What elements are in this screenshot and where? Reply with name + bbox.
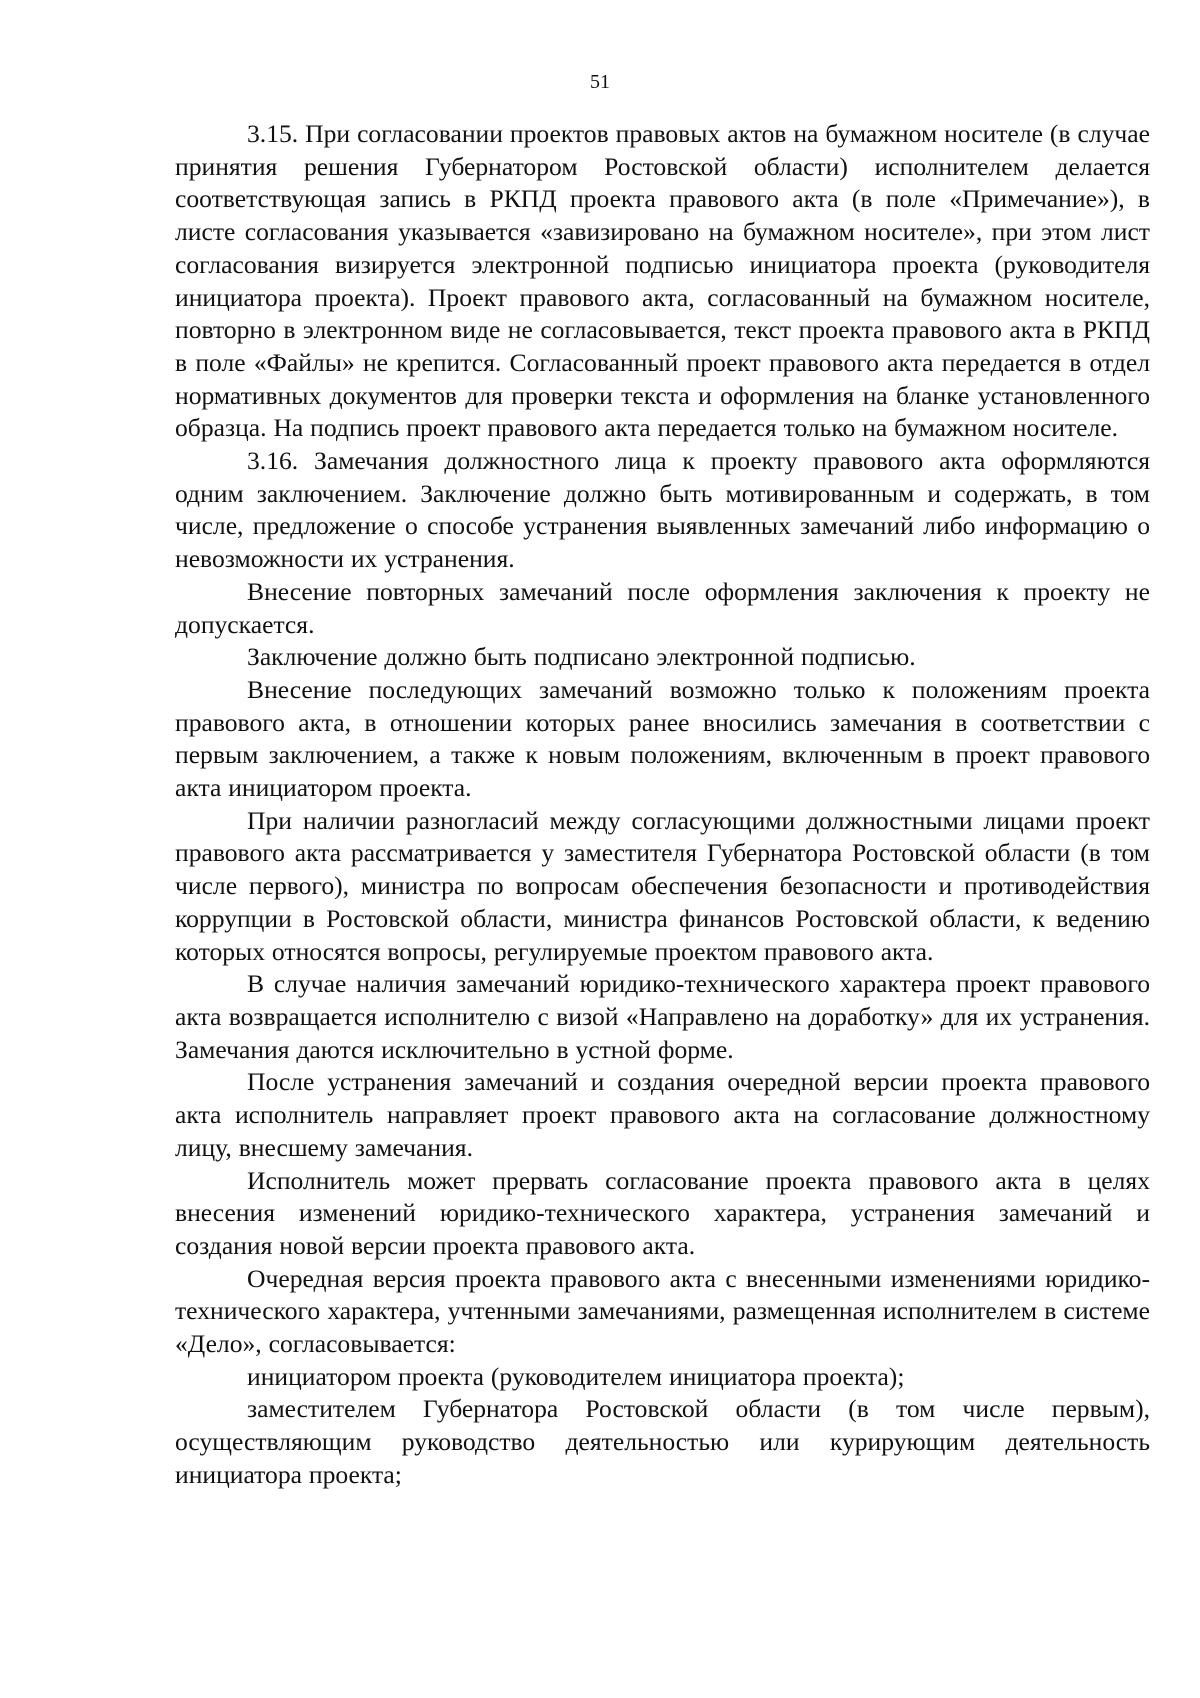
paragraph-next-version: Очередная версия проекта правового акта с внесенными изменениями юридико-технического характера, учтенными замечаниями, размещенная исполнителем в системе «Дело», согласовывается: xyxy=(175,1263,1150,1359)
paragraph-repeat-remarks: Внесение повторных замечаний после оформления заключения к проекту не допускается. xyxy=(175,576,1150,639)
paragraph-interrupt-approval: Исполнитель может прервать согласование проекта правового акта в целях внесения изменений юридико-технического характера, устранения замечаний и создания новой версии проекта правового акта. xyxy=(175,1165,1150,1260)
paragraph-3-16: 3.16. Замечания должностного лица к проекту правового акта оформляются одним заключением. Заключение должно быть мотивированным и содержать, в том числе, предложение о способе устранения выявленных замечаний либо информацию о невозможности их устранения. xyxy=(175,446,1150,574)
page-number: 51 xyxy=(590,71,610,93)
paragraph-after-elimination: После устранения замечаний и создания очередной версии проекта правового акта исполнитель направляет проект правового акта на согласование должностному лицу, внесшему замечания. xyxy=(175,1067,1150,1162)
paragraph-legal-technical-remarks: В случае наличия замечаний юридико-технического характера проект правового акта возвращается исполнителю с визой «Направлено на доработку» для их устранения. Замечания даются исключительно в устной форме. xyxy=(175,969,1150,1064)
paragraph-subsequent-remarks: Внесение последующих замечаний возможно только к положениям проекта правового акта, в отношении которых ранее вносились замечания в соответствии с первым заключением, а также к новым положениям, включенным в проект правового акта инициатором проекта. xyxy=(175,674,1150,803)
paragraph-3-15: 3.15. При согласовании проектов правовых актов на бумажном носителе (в случае принятия решения Губернатором Ростовской области) исполнителем делается соответствующая запись в РКПД проекта правового акта (в поле «Примечание»), в листе согласования указывается «завизировано на бумажном носителе», при этом лист согласования визируется электронной подписью инициатора проекта (руководителя инициатора проекта). Проект правового акта, согласованный на бумажном носителе, повторно в электронном виде не согласовывается, текст проекта правового акта в РКПД в поле «Файлы» не крепится. Согласованный проект правового акта передается в отдел нормативных документов для проверки текста и оформления на бланке установленного образца. На подпись проект правового акта передается только на бумажном носителе. xyxy=(175,119,1150,443)
paragraph-disagreements: При наличии разногласий между согласующими должностными лицами проект правового акта рассматривается у заместителя Губернатора Ростовской области (в том числе первого), министра по вопросам обеспечения безопасности и противодействия коррупции в Ростовской области, министра финансов Ростовской области, к ведению которых относятся вопросы, регулируемые проектом правового акта. xyxy=(175,805,1150,966)
paragraph-signature: Заключение должно быть подписано электронной подписью. xyxy=(247,642,916,672)
document-body xyxy=(175,118,1150,1492)
paragraph-list-deputy-governor: заместителем Губернатора Ростовской области (в том числе первым), осуществляющим руководство деятельностью или курирующим деятельность инициатора проекта; xyxy=(175,1394,1150,1489)
paragraph-list-initiator: инициатором проекта (руководителем инициатора проекта); xyxy=(247,1361,905,1391)
